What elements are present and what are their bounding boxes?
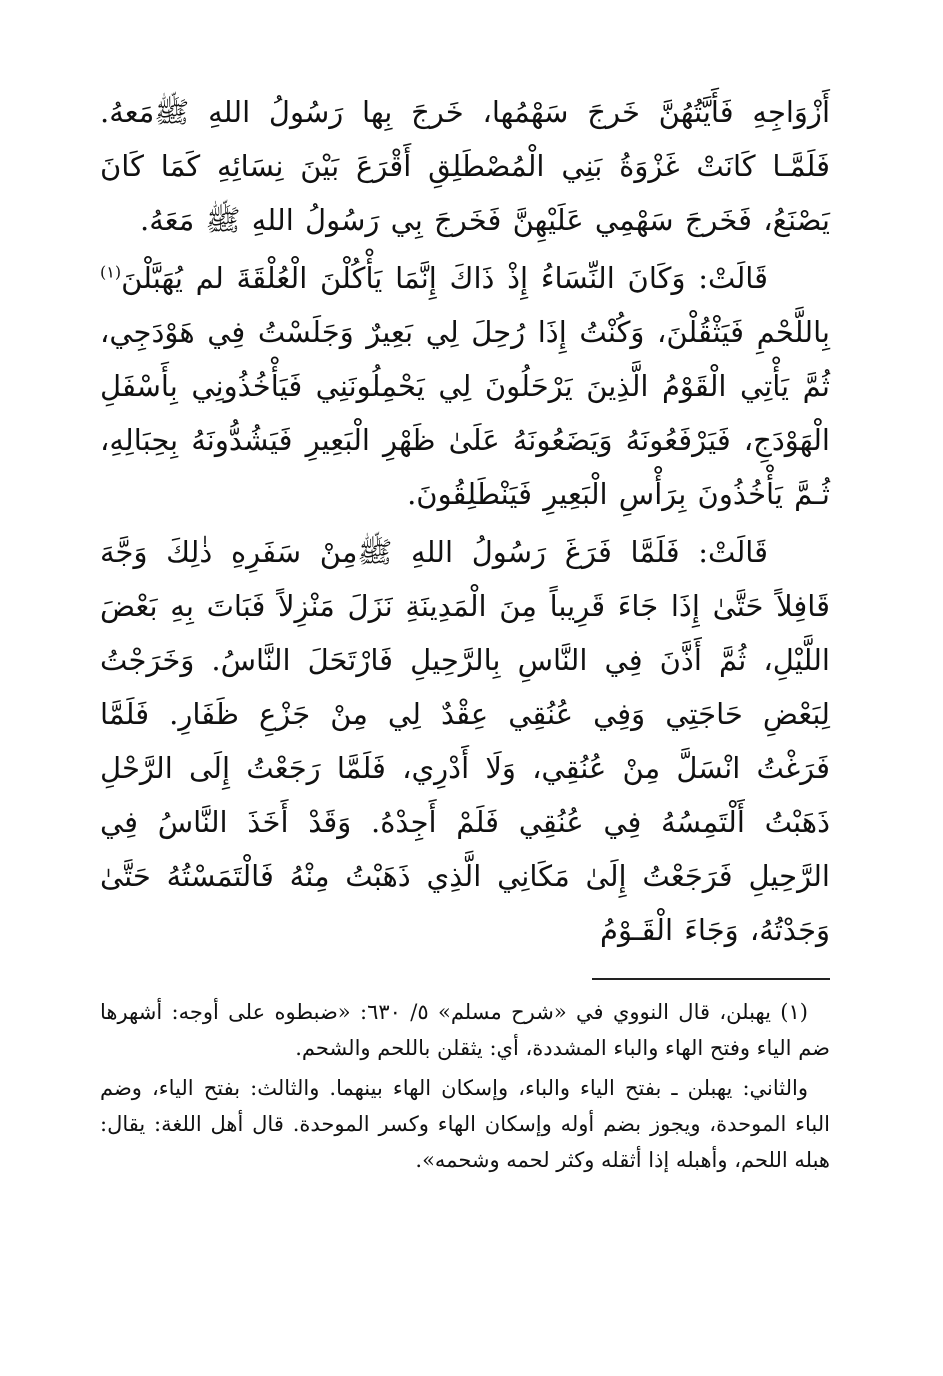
paragraph-2 bbox=[100, 251, 830, 521]
paragraph-1: أَزْوَاجِهِ فَأَيَّتُهُنَّ خَرجَ سَهْمُها، خَرجَ بِها رَسُولُ اللهِ ﷺمَعهُ. فَلَمَّـا كَانَتْ غَزْوَةُ بَنِي الْمُصْطَلِقِ أَقْرَعَ بَيْنَ نِسَائِهِ كَمَا كَانَ يَصْنَعُ، فَخَرجَ سَهْمِي عَلَيْهِنَّ فَخَرجَ بِي رَسُولُ اللهِ ﷺ مَعَهُ. bbox=[100, 95, 830, 237]
footnote-separator bbox=[592, 978, 830, 980]
footnote-1: (١) يهبلن، قال النووي في «شرح مسلم» ٥/ ٦٣٠: «ضبطوه على أوجه: أشهرها ضم الياء وفتح الهاء والباء المشددة، أي: يثقلن باللحم والشحم. bbox=[100, 1000, 830, 1060]
footnote-reference[interactable]: (١) bbox=[100, 262, 122, 282]
footnotes bbox=[100, 994, 830, 1178]
paragraph-2-continuation: بِاللَّحْمِ فَيَثْقُلْنَ، وَكُنْتُ إِذَا رُحِلَ لِي بَعِيرٌ وَجَلَسْتُ فِي هَوْدَجِي، ثُمَّ يَأْتِي الْقَوْمُ الَّذِينَ يَرْحَلُونَ لِي يَحْمِلُونَنِي فَيَأْخُذُونِي بِأَسْفَلِ الْهَوْدَجِ، فَيَرْفَعُونَهُ وَيَضَعُونَهُ عَلَىٰ ظَهْرِ الْبَعِيرِ فَيَشُدُّونَهُ بِحِبَالِهِ، ثُـمَّ يَأْخُذُونَ بِرَأْسِ الْبَعِيرِ فَيَنْطَلِقُونَ. bbox=[100, 315, 830, 511]
paragraph-2-text: قَالَتْ: وَكَانَ النِّسَاءُ إِذْ ذَاكَ إِنَّمَا يَأْكُلْنَ الْعُلْقَةَ لم يُهَبَّلْنَ bbox=[121, 261, 769, 295]
footnote-1-continuation: والثاني: يهبلن ـ بفتح الياء والباء، وإسكان الهاء بينهما. والثالث: بفتح الياء، وضم الباء الموحدة، ويجوز بضم أوله وإسكان الهاء وكسر الموحدة. قال أهل اللغة: يقال: هبله اللحم، وأهبله إذا أثقله وكثر لحمه وشحمه». bbox=[100, 1076, 830, 1172]
main-text bbox=[100, 85, 830, 957]
paragraph-3: قَالَتْ: فَلَمَّا فَرَغَ رَسُولُ اللهِ ﷺمِنْ سَفَرِهِ ذٰلِكَ وَجَّهَ قَافِلاً حَتَّىٰ إِذَا جَاءَ قَرِيباً مِنَ الْمَدِينَةِ نَزَلَ مَنْزِلاً فَبَاتَ بِهِ بَعْضَ اللَّيْلِ، ثُمَّ أَذَّنَ فِي النَّاسِ بِالرَّحِيلِ فَارْتَحَلَ النَّاسُ. وَخَرَجْتُ لِبَعْضِ حَاجَتِي وَفِي عُنُقِي عِقْدٌ لِي مِنْ جَزْعِ ظَفَارِ. فَلَمَّا فَرَغْتُ انْسَلَّ مِنْ عُنُقِي، وَلَا أَدْرِي، فَلَمَّا رَجَعْتُ إِلَى الرَّحْلِ ذَهَبْتُ أَلْتَمِسُهُ فِي عُنُقِي فَلَمْ أَجِدْهُ. وَقَدْ أَخَذَ النَّاسُ فِي الرَّحِيلِ فَرَجَعْتُ إِلَىٰ مَكَانِي الَّذِي ذَهَبْتُ مِنْهُ فَالْتَمَسْتُهُ حَتَّىٰ وَجَدْتُهُ، وَجَاءَ الْقَـوْمُ bbox=[100, 535, 830, 947]
